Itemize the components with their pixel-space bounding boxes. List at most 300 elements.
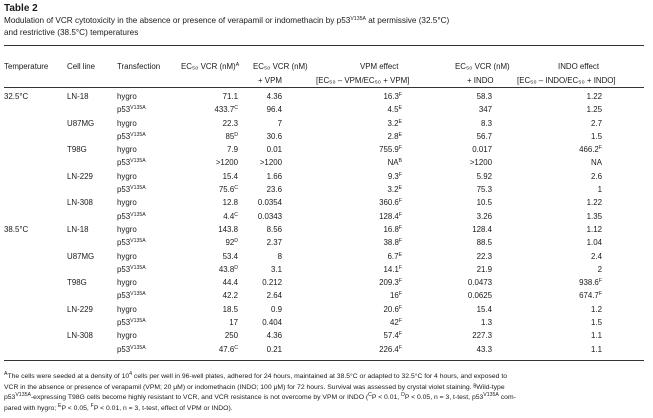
header-indo-effect: INDO effect (558, 62, 600, 71)
header-indo-sub: + INDO (467, 76, 494, 85)
cell-vpm-effect-text: 4.5 (387, 105, 399, 115)
cell-ec50-vcr-indo (456, 92, 492, 101)
cell-transfection-text: p53 (117, 344, 131, 354)
cell-vpm-effect (340, 331, 402, 340)
cell-indo-effect (560, 198, 602, 207)
cell-ec50-vcr (184, 238, 238, 247)
cell-indo-effect-sup: F (598, 291, 602, 298)
cell-ec50-vcr-text: 75.6 (218, 184, 235, 194)
cell-ec50-vcr-indo (456, 291, 492, 300)
cell-vpm-effect-text: 42 (390, 317, 399, 327)
cell-vpm-effect-text: 2.8 (387, 131, 399, 141)
cell-ec50-vcr-vpm (246, 238, 282, 247)
cell-transfection-sup: V135A (130, 264, 146, 271)
cell-transfection (117, 92, 137, 101)
cell-vpm-effect-text: 57.4 (383, 331, 399, 341)
cell-vpm-effect-text: 360.6 (379, 198, 399, 208)
cell-transfection (117, 265, 146, 274)
cell-indo-effect (560, 305, 602, 314)
header-temperature: Temperature (4, 62, 49, 71)
cell-vpm-effect-sup: E (398, 251, 402, 258)
cell-indo-effect (560, 291, 602, 300)
cell-ec50-vcr-indo (456, 198, 492, 207)
cell-ec50-vcr-indo-text: 58.3 (476, 92, 492, 101)
header-ec50-vcr-vpm: EC₅₀ VCR (nM) (253, 62, 308, 71)
cell-transfection-text: hygro (117, 171, 137, 181)
header-transfection: Transfection (117, 62, 161, 71)
cell-transfection-sup: V135A (130, 131, 146, 138)
cell-transfection (117, 105, 146, 114)
cell-transfection-text: hygro (117, 278, 137, 288)
table-label: Table 2 (4, 3, 38, 14)
cell-indo-effect (560, 132, 602, 141)
cell-ec50-vcr-vpm-text: 96.4 (266, 105, 282, 115)
cell-ec50-vcr-indo-text: 0.0625 (467, 291, 492, 301)
cell-vpm-effect (340, 291, 402, 300)
cell-line (67, 172, 93, 181)
cell-vpm-effect-text: 16.8 (383, 225, 399, 234)
cell-indo-effect-text: 1.35 (586, 211, 602, 221)
cell-vpm-effect-sup: F (398, 145, 402, 152)
cell-ec50-vcr (184, 132, 238, 141)
cell-ec50-vcr-vpm-text: 2.37 (266, 238, 282, 248)
cell-transfection (117, 185, 146, 194)
cell-ec50-vcr-text: 250 (224, 331, 238, 341)
cell-vpm-effect (340, 105, 402, 114)
cell-ec50-vcr-sup: C (234, 184, 238, 191)
cell-ec50-vcr-vpm-text: 30.6 (266, 131, 282, 141)
cell-ec50-vcr-indo (456, 185, 492, 194)
cell-ec50-vcr-vpm (246, 145, 282, 154)
cell-vpm-effect-sup: F (398, 291, 402, 298)
cell-transfection-text: p53 (117, 105, 131, 115)
cell-vpm-effect (340, 172, 402, 181)
cell-ec50-vcr-vpm-text: 23.6 (266, 184, 282, 194)
cell-line (67, 305, 93, 314)
cell-line (67, 92, 89, 101)
cell-transfection-text: p53 (117, 131, 131, 141)
footnote-line-2: VCR in the absence or presence of verapamil (VPM; 20 μM) or indomethacin (INDO; 100 μM) for 72 hours. Survival was assessed by crystal violet staining. ᴮWild-type (4, 383, 505, 391)
cell-indo-effect (560, 331, 602, 340)
cell-indo-effect-text: 2.6 (591, 171, 602, 181)
cell-transfection-text: hygro (117, 198, 137, 208)
cell-ec50-vcr-vpm (246, 305, 282, 314)
cell-ec50-vcr-indo (456, 238, 492, 247)
cell-indo-effect-text: 1.1 (591, 331, 602, 341)
cell-vpm-effect-sup: F (398, 331, 402, 338)
cell-ec50-vcr-vpm-text: 0.0343 (257, 211, 282, 221)
cell-ec50-vcr-vpm (246, 172, 282, 181)
cell-temperature-text: 32.5°C (4, 92, 29, 101)
cell-transfection (117, 212, 146, 221)
cell-transfection-text: p53 (117, 238, 131, 248)
cell-indo-effect-sup: F (598, 278, 602, 285)
cell-indo-effect (560, 92, 602, 101)
cell-vpm-effect (340, 252, 402, 261)
cell-line (67, 278, 87, 287)
cell-ec50-vcr-indo-text: 227.3 (472, 331, 492, 341)
cell-ec50-vcr-text: 12.8 (222, 198, 238, 208)
cell-ec50-vcr-vpm (246, 185, 282, 194)
cell-vpm-effect (340, 145, 402, 154)
cell-ec50-vcr-vpm-text: 1.66 (266, 171, 282, 181)
cell-line-text: U87MG (67, 118, 95, 128)
cell-vpm-effect-sup: F (398, 225, 402, 231)
cell-ec50-vcr (184, 105, 238, 114)
cell-temperature (4, 225, 28, 234)
cell-ec50-vcr-indo (456, 132, 492, 141)
cell-vpm-effect-sup: F (398, 171, 402, 178)
cell-vpm-effect-sup: E (398, 118, 402, 125)
cell-ec50-vcr-text: 42.2 (222, 291, 238, 301)
cell-ec50-vcr-vpm (246, 225, 282, 234)
cell-ec50-vcr-vpm-text: 0.21 (266, 344, 282, 354)
cell-ec50-vcr-text: 4.4 (223, 211, 235, 221)
cell-line (67, 252, 94, 261)
cell-ec50-vcr-text: 433.7 (214, 105, 235, 115)
cell-indo-effect-text: 1.5 (591, 131, 602, 141)
cell-ec50-vcr-sup: C (234, 211, 238, 218)
cell-indo-effect (560, 238, 602, 247)
cell-indo-effect-text: 1.2 (591, 304, 602, 314)
cell-ec50-vcr-vpm (246, 92, 282, 101)
cell-indo-effect (560, 318, 602, 327)
cell-indo-effect-text: NA (591, 158, 602, 168)
cell-ec50-vcr-indo-text: 21.9 (476, 264, 492, 274)
cell-transfection (117, 132, 146, 141)
cell-vpm-effect (340, 305, 402, 314)
cell-ec50-vcr (184, 265, 238, 274)
cell-ec50-vcr-indo-text: 15.4 (476, 304, 492, 314)
cell-indo-effect (560, 225, 602, 234)
cell-line (67, 145, 87, 154)
cell-transfection-text: p53 (117, 317, 131, 327)
header-ec50-vcr: EC₅₀ VCR (nM)$^A$ (181, 62, 240, 71)
cell-indo-effect (560, 158, 602, 167)
cell-transfection (117, 318, 146, 327)
cell-ec50-vcr-indo-text: 22.3 (476, 251, 492, 261)
cell-line-text: LN-18 (67, 92, 89, 101)
cell-ec50-vcr-sup: D (234, 131, 238, 138)
cell-ec50-vcr-indo (456, 331, 492, 340)
cell-ec50-vcr-vpm (246, 105, 282, 114)
cell-vpm-effect (340, 185, 402, 194)
cell-ec50-vcr-vpm-text: 4.36 (266, 92, 282, 101)
cell-indo-effect (560, 278, 602, 287)
cell-vpm-effect-text: NA (387, 158, 399, 168)
cell-transfection (117, 119, 137, 128)
caption-line-1: Modulation of VCR cytotoxicity in the absence or presence of verapamil or indomethacin by $p53^{V135A}$ at permissive (32.5°C) (4, 16, 450, 25)
cell-ec50-vcr-text: 71.1 (222, 92, 238, 101)
cell-indo-effect-sup: F (598, 145, 602, 152)
cell-vpm-effect-sup: F (398, 264, 402, 271)
header-cell-line: Cell line (67, 62, 96, 71)
cell-indo-effect-text: 2.4 (591, 251, 602, 261)
cell-vpm-effect (340, 345, 402, 354)
cell-vpm-effect-sup: B (398, 158, 402, 165)
cell-ec50-vcr-vpm (246, 318, 282, 327)
cell-ec50-vcr-vpm-text: 8 (277, 251, 282, 261)
cell-ec50-vcr-vpm (246, 198, 282, 207)
cell-ec50-vcr (184, 185, 238, 194)
cell-ec50-vcr-sup: D (234, 264, 238, 271)
cell-transfection-text: hygro (117, 92, 137, 101)
cell-ec50-vcr-vpm-text: 0.9 (271, 304, 282, 314)
cell-indo-effect (560, 345, 602, 354)
cell-ec50-vcr-vpm-text: 3.1 (271, 264, 282, 274)
cell-ec50-vcr (184, 252, 238, 261)
cell-line-text: LN-229 (67, 304, 93, 314)
caption-line-2: and restrictive (38.5°C) temperatures (4, 28, 139, 37)
cell-transfection-text: p53 (117, 184, 131, 194)
cell-ec50-vcr-text: 47.6 (218, 344, 235, 354)
cell-ec50-vcr-indo (456, 145, 492, 154)
cell-ec50-vcr-indo-text: 347 (478, 105, 492, 115)
cell-indo-effect (560, 212, 602, 221)
cell-ec50-vcr-text: 17 (229, 317, 238, 327)
cell-vpm-effect-sup: F (398, 238, 402, 245)
cell-vpm-effect-sup: F (398, 344, 402, 351)
cell-transfection-text: hygro (117, 225, 137, 234)
cell-ec50-vcr (184, 291, 238, 300)
cell-ec50-vcr-vpm (246, 158, 282, 167)
cell-ec50-vcr-indo (456, 225, 492, 234)
cell-indo-effect (560, 105, 602, 114)
cell-vpm-effect-text: 6.7 (387, 251, 399, 261)
cell-vpm-effect (340, 119, 402, 128)
cell-ec50-vcr (184, 92, 238, 101)
cell-transfection-text: p53 (117, 264, 131, 274)
cell-transfection-text: hygro (117, 251, 137, 261)
cell-ec50-vcr-indo (456, 119, 492, 128)
cell-ec50-vcr-vpm (246, 278, 282, 287)
cell-transfection-sup: V135A (130, 184, 146, 191)
cell-vpm-effect-text: 755.9 (379, 145, 399, 155)
cell-ec50-vcr-vpm (246, 119, 282, 128)
cell-ec50-vcr (184, 345, 238, 354)
cell-vpm-effect-text: 16 (390, 291, 399, 301)
cell-ec50-vcr-indo (456, 105, 492, 114)
cell-vpm-effect (340, 198, 402, 207)
cell-ec50-vcr-indo-text: 56.7 (476, 131, 492, 141)
cell-indo-effect (560, 119, 602, 128)
cell-transfection-sup: V135A (130, 105, 146, 112)
cell-line (67, 225, 89, 234)
cell-ec50-vcr-vpm (246, 265, 282, 274)
cell-vpm-effect-text: 3.2 (387, 184, 399, 194)
cell-ec50-vcr-text: 53.4 (222, 251, 238, 261)
cell-ec50-vcr-text: 7.9 (227, 145, 238, 155)
cell-ec50-vcr-vpm (246, 291, 282, 300)
cell-vpm-effect-sup: F (398, 304, 402, 311)
cell-ec50-vcr (184, 145, 238, 154)
header-indo-formula: [EC₅₀ – INDO/EC₅₀ + INDO] (517, 76, 616, 85)
cell-vpm-effect (340, 225, 402, 234)
cell-vpm-effect-sup: F (398, 92, 402, 98)
cell-ec50-vcr-vpm (246, 252, 282, 261)
cell-ec50-vcr-indo-text: 5.92 (476, 171, 492, 181)
cell-ec50-vcr-indo (456, 345, 492, 354)
footnote-line-4: pared with hygro; $^E$P < 0.05, $^F$P < 0.01, n = 3, t-test, effect of VPM or INDO). (4, 402, 233, 412)
cell-vpm-effect-text: 20.6 (383, 304, 399, 314)
cell-line (67, 198, 93, 207)
cell-ec50-vcr-indo (456, 305, 492, 314)
cell-indo-effect-text: 1.5 (591, 317, 602, 327)
cell-indo-effect-text: 1.22 (586, 198, 602, 208)
cell-ec50-vcr-vpm-text: 0.212 (262, 278, 282, 288)
header-rule (4, 87, 644, 88)
cell-transfection (117, 158, 146, 167)
cell-transfection-sup: V135A (130, 158, 146, 165)
cell-temperature-text: 38.5°C (4, 225, 29, 234)
cell-ec50-vcr-vpm (246, 212, 282, 221)
cell-ec50-vcr-indo (456, 252, 492, 261)
cell-ec50-vcr-indo-text: 43.3 (476, 344, 492, 354)
cell-transfection-text: hygro (117, 145, 137, 155)
table-caption (4, 15, 644, 39)
cell-vpm-effect-text: 38.8 (383, 238, 399, 248)
cell-ec50-vcr-indo-text: 0.0473 (467, 278, 492, 288)
cell-ec50-vcr (184, 172, 238, 181)
cell-indo-effect-text: 1.25 (586, 105, 602, 115)
cell-transfection (117, 238, 146, 247)
header-vpm-effect: VPM effect (360, 62, 399, 71)
cell-ec50-vcr (184, 331, 238, 340)
cell-vpm-effect (340, 318, 402, 327)
cell-vpm-effect-sup: E (398, 105, 402, 112)
cell-line (67, 119, 94, 128)
top-rule (4, 45, 644, 46)
cell-vpm-effect-sup: F (398, 198, 402, 205)
cell-line-text: T98G (67, 145, 87, 155)
cell-ec50-vcr-vpm (246, 345, 282, 354)
cell-transfection-sup: V135A (130, 317, 146, 324)
cell-indo-effect-text: 1 (597, 184, 602, 194)
cell-transfection (117, 278, 137, 287)
header-ec50-vcr-indo: EC₅₀ VCR (nM) (455, 62, 510, 71)
cell-indo-effect-text: 938.6 (579, 278, 599, 288)
cell-ec50-vcr (184, 278, 238, 287)
cell-ec50-vcr-vpm-text: 2.64 (266, 291, 282, 301)
cell-ec50-vcr-indo-text: 1.3 (481, 317, 492, 327)
cell-ec50-vcr-vpm (246, 132, 282, 141)
cell-ec50-vcr-text: 92 (225, 238, 235, 248)
cell-ec50-vcr (184, 158, 238, 167)
cell-transfection-text: hygro (117, 304, 137, 314)
cell-ec50-vcr-vpm-text: 0.01 (266, 145, 282, 155)
cell-ec50-vcr-indo-text: 3.26 (476, 211, 492, 221)
cell-transfection-text: p53 (117, 211, 131, 221)
cell-vpm-effect-sup: F (398, 278, 402, 285)
cell-transfection (117, 305, 137, 314)
cell-line-text: U87MG (67, 251, 95, 261)
cell-indo-effect-text: 1.22 (586, 92, 602, 101)
header-vpm-sub: + VPM (258, 76, 282, 85)
cell-transfection-text: p53 (117, 158, 131, 168)
cell-ec50-vcr-sup: C (234, 105, 238, 112)
cell-ec50-vcr (184, 305, 238, 314)
cell-ec50-vcr-text: 44.4 (222, 278, 238, 288)
cell-transfection (117, 225, 137, 234)
cell-indo-effect (560, 252, 602, 261)
cell-transfection (117, 252, 137, 261)
cell-ec50-vcr-text: >1200 (215, 158, 238, 168)
cell-indo-effect (560, 265, 602, 274)
cell-line-text: LN-18 (67, 225, 89, 234)
cell-vpm-effect (340, 212, 402, 221)
cell-indo-effect-text: 674.7 (579, 291, 599, 301)
cell-vpm-effect-text: 9.3 (387, 171, 399, 181)
cell-ec50-vcr-vpm-text: 4.36 (266, 331, 282, 341)
cell-line-text: T98G (67, 278, 87, 288)
cell-ec50-vcr-indo (456, 158, 492, 167)
cell-transfection (117, 291, 146, 300)
cell-ec50-vcr-indo (456, 172, 492, 181)
cell-ec50-vcr-text: 43.8 (218, 264, 235, 274)
cell-vpm-effect-text: 226.4 (379, 344, 399, 354)
cell-ec50-vcr-text: 143.8 (218, 225, 238, 234)
cell-ec50-vcr-indo-text: 128.4 (472, 225, 492, 234)
cell-ec50-vcr-vpm-text: 7 (277, 118, 282, 128)
cell-transfection-text: p53 (117, 291, 131, 301)
cell-ec50-vcr-sup: C (234, 344, 238, 351)
cell-ec50-vcr-text: 15.4 (222, 171, 238, 181)
cell-ec50-vcr-indo-text: 75.3 (476, 184, 492, 194)
cell-line-text: LN-229 (67, 171, 93, 181)
cell-ec50-vcr (184, 119, 238, 128)
cell-transfection (117, 145, 137, 154)
cell-ec50-vcr-vpm-text: >1200 (259, 158, 282, 168)
cell-vpm-effect-sup: E (398, 131, 402, 138)
footnote-line-3: $p53^{V135A}$-expressing T98G cells become highly resistant to VCR, and VCR resistance is not overcome by VPM or INDO ($^C$P < 0.01, $^D$P < 0.05, n = 3, t-test, $p53^{V135A}$ com- (4, 392, 516, 401)
cell-transfection-sup: V135A (130, 211, 146, 218)
cell-transfection-text: hygro (117, 118, 137, 128)
cell-transfection-text: hygro (117, 331, 137, 341)
cell-indo-effect-text: 2 (597, 264, 602, 274)
cell-vpm-effect-text: 128.4 (379, 211, 399, 221)
header-vpm-formula: [EC₅₀ – VPM/EC₅₀ + VPM] (316, 76, 410, 85)
cell-vpm-effect-text: 14.1 (383, 264, 399, 274)
cell-transfection (117, 198, 137, 207)
cell-ec50-vcr-indo-text: 88.5 (476, 238, 492, 248)
cell-indo-effect (560, 145, 602, 154)
cell-transfection-sup: V135A (130, 291, 146, 298)
cell-ec50-vcr-indo (456, 265, 492, 274)
cell-ec50-vcr (184, 318, 238, 327)
cell-vpm-effect (340, 278, 402, 287)
cell-indo-effect (560, 172, 602, 181)
cell-vpm-effect (340, 265, 402, 274)
footnote-line-1: $^A$The cells were seeded at a density of $10^4$ cells per well in 96-well plates, adhered for 24 hours, maintained at 38.5°C or adapted to 32.5°C for 4 hours, and exposed to (4, 371, 507, 380)
cell-ec50-vcr-vpm-text: 8.56 (266, 225, 282, 234)
cell-transfection (117, 172, 137, 181)
cell-line (67, 331, 93, 340)
cell-vpm-effect-text: 16.3 (383, 92, 399, 101)
cell-vpm-effect-text: 3.2 (387, 118, 399, 128)
cell-ec50-vcr-text: 85 (225, 131, 235, 141)
cell-ec50-vcr (184, 212, 238, 221)
cell-ec50-vcr-vpm-text: 0.404 (262, 317, 282, 327)
cell-indo-effect-text: 1.1 (591, 344, 602, 354)
cell-ec50-vcr-text: 18.5 (222, 304, 238, 314)
cell-ec50-vcr-text: 22.3 (222, 118, 238, 128)
cell-vpm-effect (340, 132, 402, 141)
table-footnote (4, 372, 644, 414)
cell-vpm-effect (340, 238, 402, 247)
cell-transfection (117, 331, 137, 340)
cell-indo-effect (560, 185, 602, 194)
cell-ec50-vcr-indo (456, 318, 492, 327)
